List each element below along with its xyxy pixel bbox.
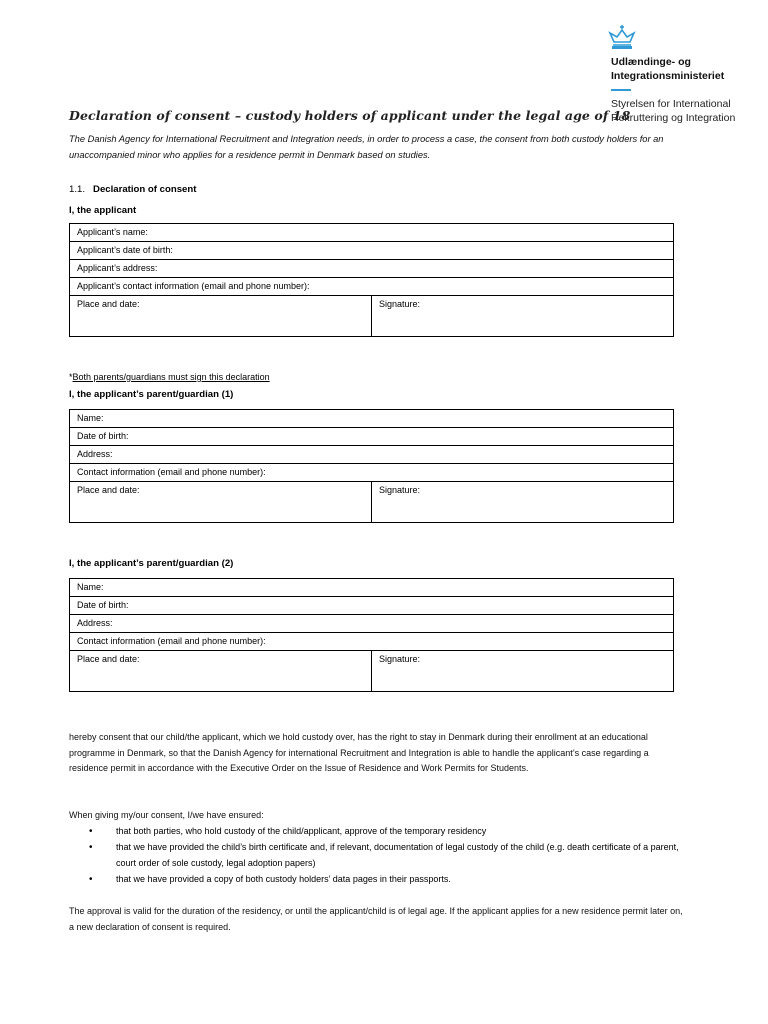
list-item	[69, 872, 689, 888]
list-item	[69, 840, 689, 871]
ministry-line-2: Integrationsministeriet	[611, 70, 725, 82]
validity-paragraph: The approval is valid for the duration of the residency, or until the applicant/child is of legal age. If the applicant applies for a new residence permit later on, a new declaration of consent is required.	[69, 906, 683, 932]
signature-note	[69, 372, 270, 382]
ministry-name	[611, 55, 724, 83]
list-item	[69, 824, 689, 840]
logo-divider	[611, 89, 631, 91]
ministry-line-1: Udlændinge- og	[611, 56, 691, 68]
consent-paragraph: hereby consent that our child/the applicant, which we hold custody over, has the right to stay in Denmark during their enrollment at an educational programme in Denmark, so that the Danish Agency for international Recruitment and Integration is able to handle the applicant’s case regarding a residence permit in accordance with the Executive Order on the Issue of Residence and Work Permits for Students.	[69, 732, 649, 774]
agency-line-1: Styrelsen for International	[611, 98, 731, 110]
guardian-2-address-field[interactable]: Address:	[70, 615, 674, 633]
guardian-2-table	[69, 578, 674, 692]
ensured-list	[69, 824, 689, 888]
list-item-text: that we have provided the child’s birth certificate and, if relevant, documentation of legal custody of the child (e.g. death certificate of a parent, court order of sole custody, legal adoption papers)	[116, 842, 679, 868]
guardian-1-place-date-field[interactable]: Place and date:	[70, 482, 372, 523]
bullet-icon: •	[89, 826, 93, 837]
guardian-1-table	[69, 409, 674, 523]
guardian-2-name-field[interactable]: Name:	[70, 579, 674, 597]
guardian-1-signature-field[interactable]: Signature:	[372, 482, 674, 523]
applicant-dob-field[interactable]: Applicant’s date of birth:	[70, 242, 674, 260]
section-heading	[69, 184, 196, 195]
guardian-1-contact-field[interactable]: Contact information (email and phone number):	[70, 464, 674, 482]
applicant-address-field[interactable]: Applicant’s address:	[70, 260, 674, 278]
section-number: 1.1.	[69, 184, 86, 195]
list-item-text: that we have provided a copy of both custody holders’ data pages in their passports.	[116, 873, 451, 884]
guardian-2-place-date-field[interactable]: Place and date:	[70, 651, 372, 692]
bullet-icon: •	[89, 873, 93, 885]
applicant-contact-field[interactable]: Applicant’s contact information (email and phone number):	[70, 278, 674, 296]
applicant-name-field[interactable]: Applicant’s name:	[70, 224, 674, 242]
guardian-1-dob-field[interactable]: Date of birth:	[70, 428, 674, 446]
guardian-1-address-field[interactable]: Address:	[70, 446, 674, 464]
document-title: Declaration of consent – custody holders of applicant under the legal age of 18	[69, 108, 631, 123]
ensured-intro: When giving my/our consent, I/we have ensured:	[69, 810, 264, 820]
section-title: Declaration of consent	[93, 184, 197, 195]
guardian-2-signature-field[interactable]: Signature:	[372, 651, 674, 692]
guardian-2-heading: I, the applicant’s parent/guardian (2)	[69, 558, 234, 569]
guardian-2-dob-field[interactable]: Date of birth:	[70, 597, 674, 615]
intro-paragraph: The Danish Agency for International Recruitment and Integration needs, in order to process a case, the consent from both custody holders for an unaccompanied minor who applies for a residence permit in Denmark based on studies.	[69, 134, 664, 160]
guardian-2-contact-field[interactable]: Contact information (email and phone number):	[70, 633, 674, 651]
agency-line-2: Rekruttering og Integration	[611, 112, 736, 124]
guardian-1-name-field[interactable]: Name:	[70, 410, 674, 428]
applicant-table	[69, 223, 674, 337]
guardian-1-heading: I, the applicant’s parent/guardian (1)	[69, 389, 234, 400]
list-item-text: that both parties, who hold custody of the child/applicant, approve of the temporary residency	[116, 826, 487, 836]
applicant-place-date-field[interactable]: Place and date:	[70, 296, 372, 337]
note-text: Both parents/guardians must sign this declaration	[72, 372, 270, 382]
bullet-icon: •	[89, 842, 93, 854]
crown-icon	[607, 24, 637, 50]
applicant-signature-field[interactable]: Signature:	[372, 296, 674, 337]
note-asterisk: *	[69, 372, 73, 382]
applicant-heading: I, the applicant	[69, 205, 137, 216]
